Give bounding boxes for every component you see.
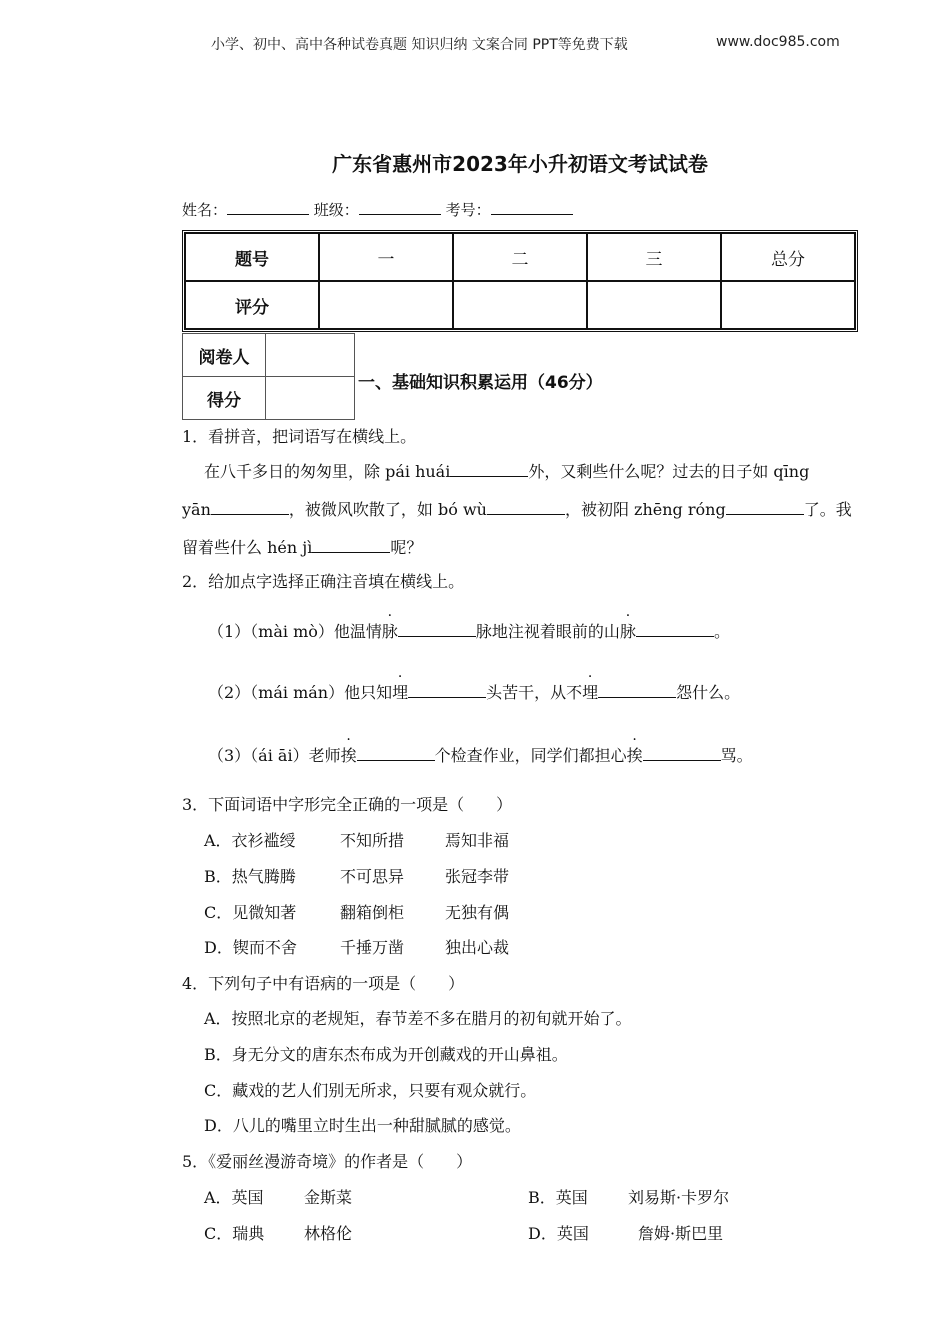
score-value-cell[interactable] bbox=[266, 377, 355, 420]
header-text: 小学、初中、高中各种试卷真题 知识归纳 文案合同 PPT等免费下载 bbox=[211, 37, 628, 53]
answer-blank[interactable] bbox=[450, 462, 528, 477]
q3-option-a[interactable]: A．衣衫褴绶 不知所措 焉知非福 bbox=[204, 831, 510, 850]
header-url[interactable]: www.doc985.com bbox=[716, 34, 840, 50]
q3-option-b[interactable]: B．热气腾腾 不可思异 张冠李带 bbox=[204, 867, 510, 886]
exam-no-label: 考号： bbox=[445, 201, 491, 219]
q2-item3: （3）（ái āi）老师挨 个检查作业，同学们都担心挨 骂。 bbox=[208, 746, 753, 765]
q4-option-a[interactable]: A．按照北京的老规矩，春节差不多在腊月的初旬就开始了。 bbox=[204, 1009, 632, 1028]
q3-option-d[interactable]: D．锲而不舍 千捶万凿 独出心裁 bbox=[204, 938, 510, 957]
answer-blank[interactable] bbox=[211, 500, 289, 515]
q1-line1: 在八千多日的匆匆里，除 pái huái 外，又剩些什么呢？过去的日子如 qīng bbox=[204, 462, 810, 481]
score-header-cell: 题号 bbox=[185, 233, 319, 281]
q5-option-b[interactable]: B．英国 刘易斯·卡罗尔 bbox=[528, 1188, 730, 1207]
grader-table bbox=[182, 333, 355, 420]
name-blank[interactable] bbox=[227, 201, 309, 215]
q2-stem: 2．给加点字选择正确注音填在横线上。 bbox=[182, 572, 465, 591]
score-header-cell: 二 bbox=[453, 233, 587, 281]
score-header-cell: 三 bbox=[587, 233, 721, 281]
score-cell[interactable] bbox=[319, 281, 453, 329]
answer-blank[interactable] bbox=[312, 538, 390, 553]
name-label: 姓名： bbox=[182, 201, 228, 219]
score-cell[interactable] bbox=[721, 281, 855, 329]
score-header-cell: 总分 bbox=[721, 233, 855, 281]
q2-item2: （2）（mái mán）他只知埋 头苦干，从不埋 怨什么。 bbox=[208, 683, 741, 702]
section-heading: 一、基础知识积累运用（46分） bbox=[358, 373, 603, 393]
q5-option-c[interactable]: C．瑞典 林格伦 bbox=[204, 1224, 353, 1243]
page-title: 广东省惠州市2023年小升初语文考试试卷 bbox=[332, 152, 708, 176]
q5-option-d[interactable]: D．英国 詹姆·斯巴里 bbox=[528, 1224, 724, 1243]
answer-blank[interactable] bbox=[408, 683, 486, 698]
grader-label: 阅卷人 bbox=[183, 334, 266, 377]
q1-stem: 1．看拼音，把词语写在横线上。 bbox=[182, 427, 417, 446]
score-header-cell: 一 bbox=[319, 233, 453, 281]
q4-option-b[interactable]: B．身无分文的唐东杰布成为开创藏戏的开山鼻祖。 bbox=[204, 1045, 568, 1064]
score-cell[interactable] bbox=[453, 281, 587, 329]
score-row-label: 评分 bbox=[185, 281, 319, 329]
score-cell[interactable] bbox=[587, 281, 721, 329]
class-label: 班级： bbox=[313, 201, 359, 219]
q3-stem: 3．下面词语中字形完全正确的一项是（ ） bbox=[182, 795, 513, 814]
q5-option-a[interactable]: A．英国 金斯菜 bbox=[204, 1188, 353, 1207]
answer-blank[interactable] bbox=[487, 500, 565, 515]
q1-line3: 留着些什么 hén jì 呢？ bbox=[182, 538, 423, 557]
answer-blank[interactable] bbox=[726, 500, 804, 515]
q3-option-c[interactable]: C．见微知著 翻箱倒柜 无独有偶 bbox=[204, 903, 510, 922]
student-info bbox=[182, 199, 573, 220]
score-table bbox=[182, 230, 858, 332]
q1-line2: yān ，被微风吹散了，如 bó wù ，被初阳 zhēng róng 了。我 bbox=[182, 500, 852, 519]
q2-item1: （1）（mài mò）他温情脉 脉地注视着眼前的山脉 。 bbox=[208, 622, 730, 641]
q4-option-d[interactable]: D．八儿的嘴里立时生出一种甜腻腻的感觉。 bbox=[204, 1116, 521, 1135]
answer-blank[interactable] bbox=[398, 622, 476, 637]
exam-no-blank[interactable] bbox=[491, 201, 573, 215]
answer-blank[interactable] bbox=[636, 622, 714, 637]
class-blank[interactable] bbox=[359, 201, 441, 215]
score-label: 得分 bbox=[183, 377, 266, 420]
answer-blank[interactable] bbox=[643, 746, 721, 761]
q4-stem: 4．下列句子中有语病的一项是（ ） bbox=[182, 974, 465, 993]
q4-option-c[interactable]: C．藏戏的艺人们别无所求，只要有观众就行。 bbox=[204, 1081, 537, 1100]
answer-blank[interactable] bbox=[357, 746, 435, 761]
grader-cell[interactable] bbox=[266, 334, 355, 377]
q5-stem: 5．《爱丽丝漫游奇境》的作者是（ ） bbox=[182, 1152, 473, 1171]
answer-blank[interactable] bbox=[598, 683, 676, 698]
